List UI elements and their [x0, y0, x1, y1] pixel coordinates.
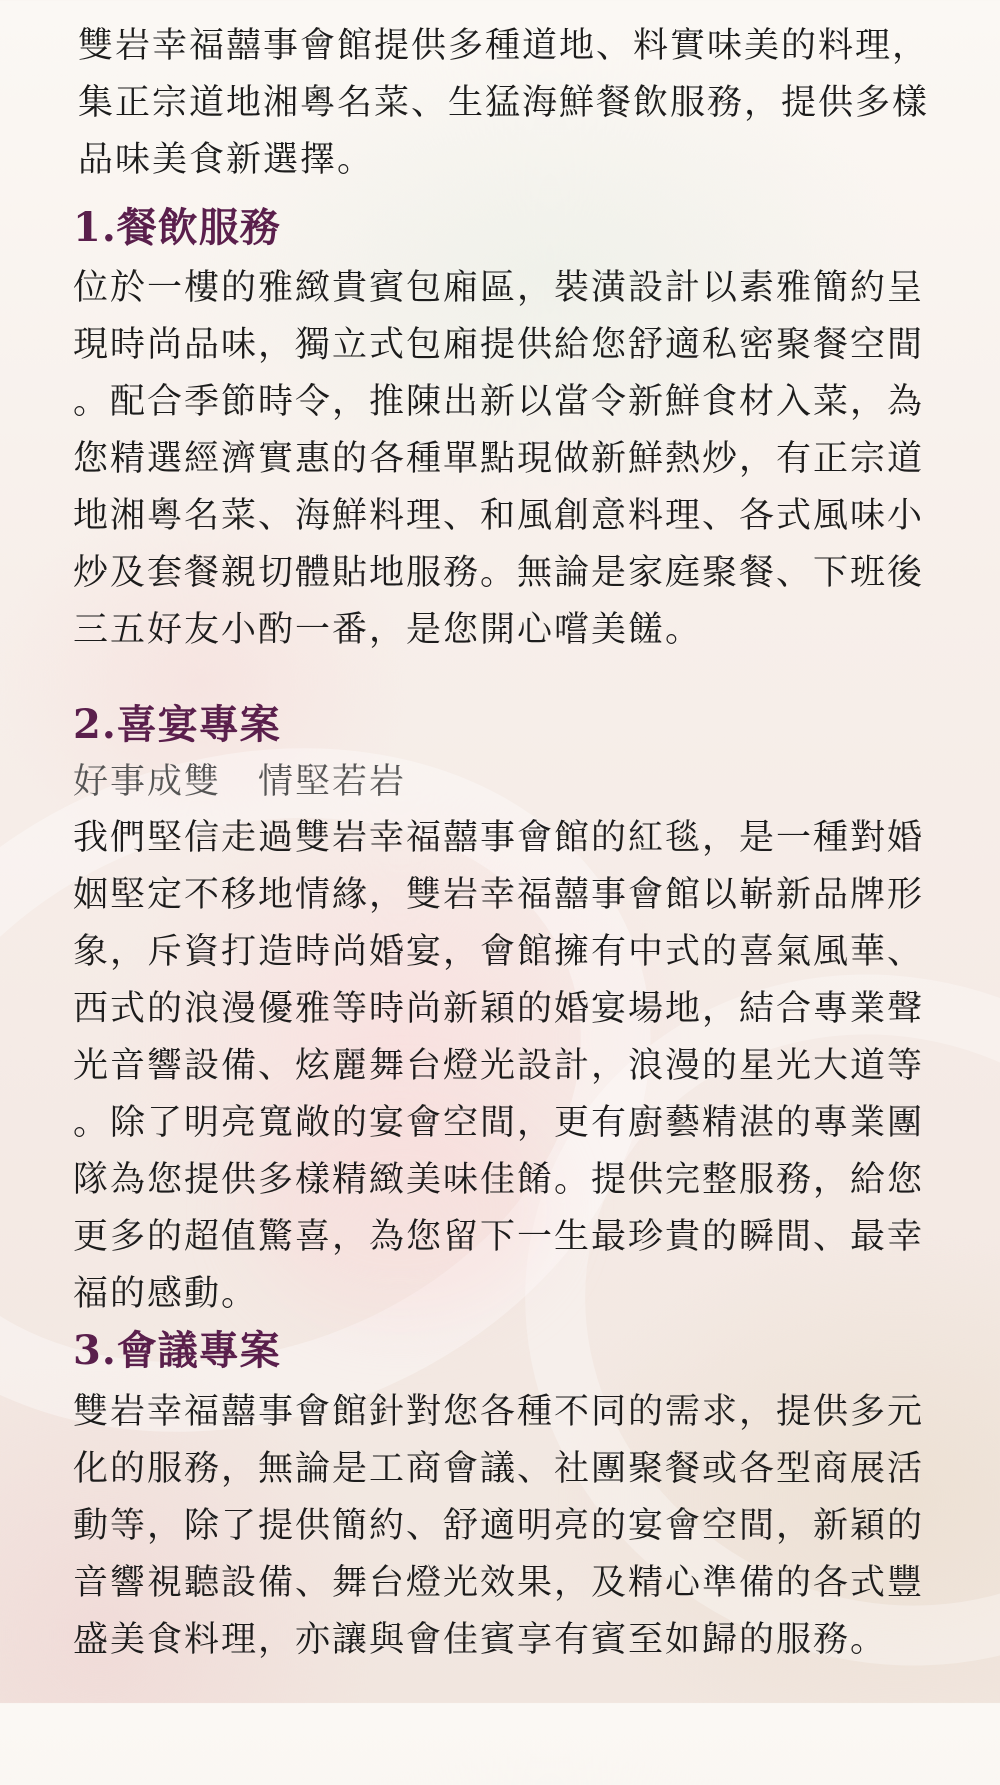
text-line: 隊為您提供多樣精緻美味佳餚。提供完整服務，給您 — [73, 1160, 925, 1200]
text-line: 姻堅定不移地情緣，雙岩幸福囍事會館以嶄新品牌形 — [73, 875, 925, 915]
text-line: 音響視聽設備、舞台燈光效果，及精心準備的各式豐 — [73, 1563, 925, 1603]
text-line: 。配合季節時令，推陳出新以當令新鮮食材入菜，為 — [73, 382, 925, 422]
text-line: 福的感動。 — [73, 1274, 259, 1314]
section-title-meeting: 3.會議專案 — [73, 1327, 281, 1374]
section-title-wedding: 2.喜宴專案 — [73, 701, 281, 748]
section-body-meeting — [73, 1384, 953, 1669]
text-line: 地湘粵名菜、海鮮料理、和風創意料理、各式風味小 — [73, 496, 925, 536]
section-body-dining — [73, 260, 953, 659]
section-subtitle-wedding: 好事成雙 情堅若岩 — [73, 762, 407, 802]
text-line: 您精選經濟實惠的各種單點現做新鮮熱炒，有正宗道 — [73, 439, 925, 479]
text-line: 。除了明亮寬敞的宴會空間，更有廚藝精湛的專業團 — [73, 1103, 925, 1143]
text-line: 光音響設備、炫麗舞台燈光設計，浪漫的星光大道等 — [73, 1046, 925, 1086]
text-line: 雙岩幸福囍事會館提供多種道地、料實味美的料理， — [78, 26, 930, 66]
text-line: 品味美食新選擇。 — [78, 140, 375, 180]
text-line: 雙岩幸福囍事會館針對您各種不同的需求，提供多元 — [73, 1392, 925, 1432]
text-line: 盛美食料理，亦讓與會佳賓享有賓至如歸的服務。 — [73, 1620, 888, 1660]
text-line: 動等，除了提供簡約、舒適明亮的宴會空間，新穎的 — [73, 1506, 925, 1546]
text-line: 我們堅信走過雙岩幸福囍事會館的紅毯，是一種對婚 — [73, 818, 925, 858]
text-line: 西式的浪漫優雅等時尚新穎的婚宴場地，結合專業聲 — [73, 989, 925, 1029]
text-line: 位於一樓的雅緻貴賓包廂區，裝潢設計以素雅簡約呈 — [73, 268, 925, 308]
text-line: 三五好友小酌一番，是您開心嚐美饈。 — [73, 610, 703, 650]
text-line: 炒及套餐親切體貼地服務。無論是家庭聚餐、下班後 — [73, 553, 925, 593]
text-line: 象，斥資打造時尚婚宴，會館擁有中式的喜氣風華、 — [73, 932, 925, 972]
text-line: 化的服務，無論是工商會議、社團聚餐或各型商展活 — [73, 1449, 925, 1489]
text-line: 現時尚品味，獨立式包廂提供給您舒適私密聚餐空間 — [73, 325, 925, 365]
text-line: 更多的超值驚喜，為您留下一生最珍貴的瞬間、最幸 — [73, 1217, 925, 1257]
intro-paragraph — [78, 18, 958, 189]
section-body-wedding — [73, 810, 953, 1323]
section-title-dining: 1.餐飲服務 — [73, 204, 281, 251]
text-line: 集正宗道地湘粵名菜、生猛海鮮餐飲服務，提供多樣 — [78, 83, 930, 123]
